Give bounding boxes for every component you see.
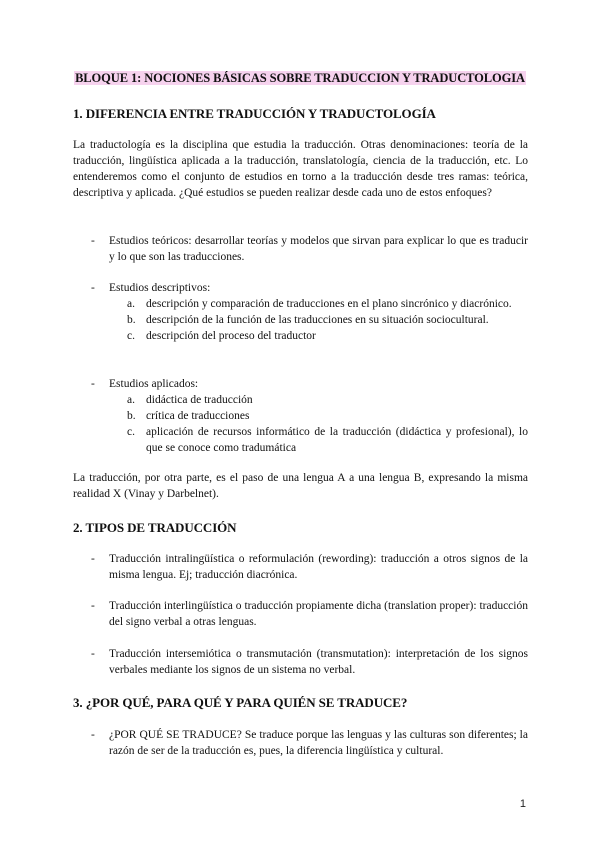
section-3-heading: 3. ¿POR QUÉ, PARA QUÉ Y PARA QUIÉN SE TRADUCE? [73,695,408,710]
sublist-text: descripción y comparación de traducciones en el plano sincrónico y diacrónico. [146,298,512,310]
list-item-intersemiotic [73,646,528,678]
list-item-text: Traducción intralingüística o reformulación (rewording): traducción a otros signos de la misma lengua. Ej; traducción diacrónica. [109,553,528,581]
list-dash: - [91,553,95,565]
list-item-text: Traducción interlingüística o traducción propiamente dicha (translation proper): traducción del signo verbal a otras lenguas. [109,600,528,628]
list-item-text: Estudios aplicados: [109,378,199,390]
sublist-letter: b. [127,410,136,422]
sublist-letter: a. [127,298,135,310]
list-item-why-translate [73,727,528,759]
list-item-text: Estudios descriptivos: [109,282,211,294]
section-1-closing: La traducción, por otra parte, es el paso de una lengua A a una lengua B, expresando la misma realidad X (Vinay y Darbelnet). [73,472,528,500]
sublist-item [127,392,528,408]
list-dash: - [91,648,95,660]
block-title-text: BLOQUE 1: NOCIONES BÁSICAS SOBRE TRADUCCION Y TRADUCTOLOGIA [75,71,525,85]
sublist-letter: c. [127,330,135,342]
sublist-item [127,424,528,456]
list-dash: - [91,378,95,390]
list-item-intralingual [73,551,528,583]
sublist-letter: b. [127,314,136,326]
list-item-descriptive [73,280,528,344]
sublist-text: didáctica de traducción [146,394,253,406]
section-2-heading: 2. TIPOS DE TRADUCCIÓN [73,520,237,535]
block-title [0,71,600,86]
list-dash: - [91,600,95,612]
section-1-heading: 1. DIFERENCIA ENTRE TRADUCCIÓN Y TRADUCTOLOGÍA [73,106,436,121]
list-item-theoretical [73,233,528,265]
list-item-text: Estudios teóricos: desarrollar teorías y modelos que sirvan para explicar lo que es traducir y lo que son las traducciones. [109,235,528,263]
sublist-text: descripción de la función de las traducciones en su situación sociocultural. [146,314,489,326]
sublist-item [127,408,528,424]
section-1-intro: La traductología es la disciplina que estudia la traducción. Otras denominaciones: teoría de la traducción, lingüística aplicada a la traducción, translatología, ciencia de la traducción, etc. Lo entenderemos como el conjunto de estudios en torno a la traducción desde tres ramas: teórica, descriptiva y aplicada. ¿Qué estudios se pueden realizar desde cada uno de estos enfoques? [73,139,528,199]
list-item-interlingual [73,598,528,630]
sublist-letter: c. [127,426,135,438]
list-item-applied [73,376,528,456]
sublist-text: descripción del proceso del traductor [146,330,316,342]
page-number: 1 [519,798,526,810]
sublist-text: aplicación de recursos informático de la traducción (didáctica y profesional), lo que se conoce como tradumática [146,426,528,454]
list-dash: - [91,235,95,247]
sublist-item [127,296,528,312]
sublist-item [127,328,528,344]
sublist-item [127,312,528,328]
list-item-text: ¿POR QUÉ SE TRADUCE? Se traduce porque las lenguas y las culturas son diferentes; la razón de ser de la traducción es, pues, la diferencia lingüística y cultural. [109,729,528,757]
list-dash: - [91,282,95,294]
sublist-letter: a. [127,394,135,406]
list-dash: - [91,729,95,741]
list-item-text: Traducción intersemiótica o transmutación (transmutation): interpretación de los signos verbales mediante los signos de un sistema no verbal. [109,648,528,676]
sublist-text: crítica de traducciones [146,410,250,422]
